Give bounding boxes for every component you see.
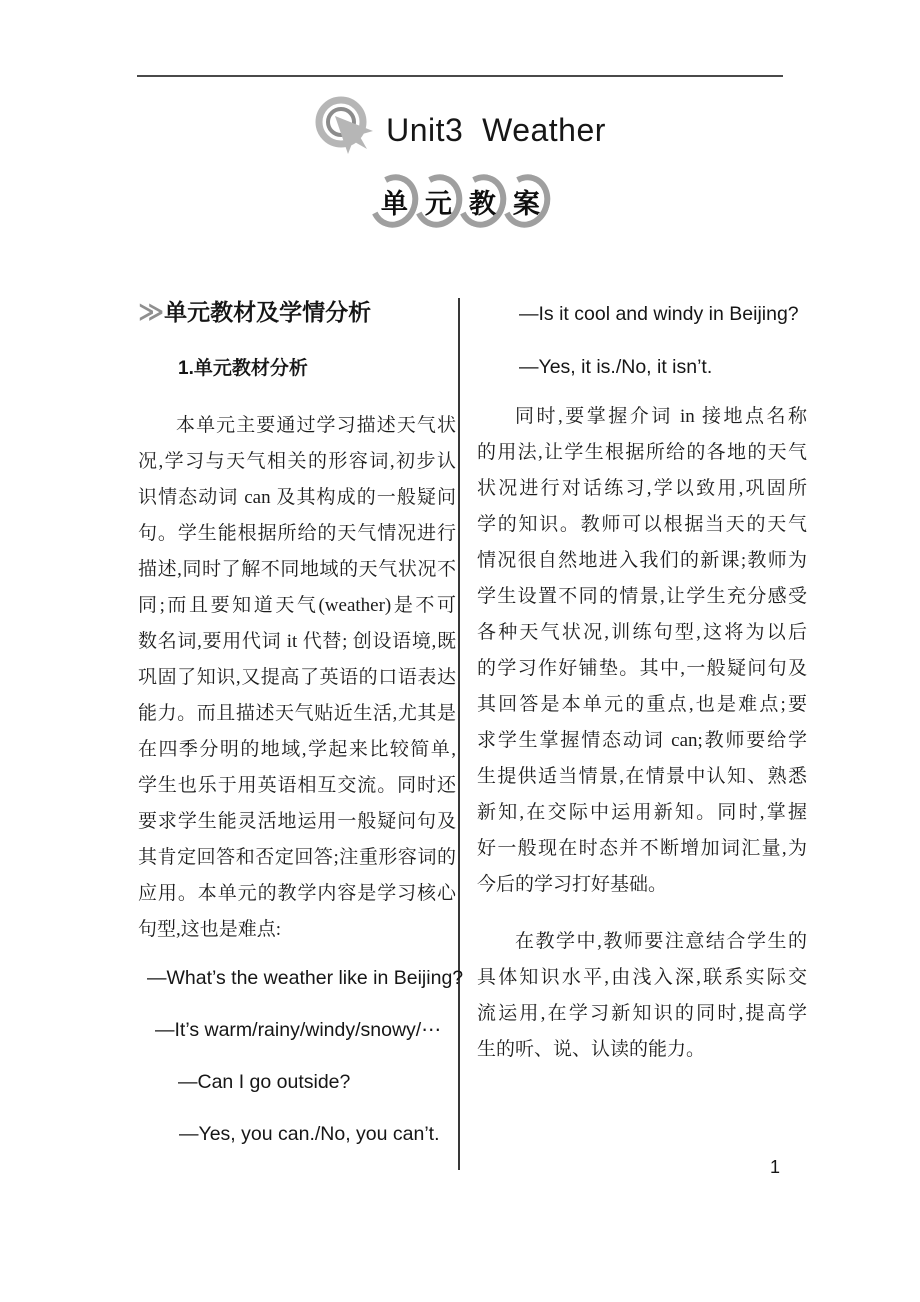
badge-char: 教 — [468, 188, 496, 219]
example-sentence: —What’s the weather like in Beijing? — [147, 967, 464, 989]
paragraph-line: 的用法,让学生根据所给的各地的天气 — [477, 442, 807, 463]
ring-cursor-icon — [314, 92, 378, 168]
example-sentence: —It’s warm/rainy/windy/snowy/⋯ — [155, 1019, 441, 1041]
paragraph-line: 情况很自然地进入我们的新课;教师为 — [477, 550, 807, 571]
paragraph-line: 学的知识。教师可以根据当天的天气 — [477, 514, 807, 535]
paragraph-line: 各种天气状况,训练句型,这将为以后 — [477, 622, 807, 643]
page-title: Unit3 Weather — [386, 111, 606, 148]
left-column — [138, 296, 464, 1146]
unit-plan-badge — [0, 174, 920, 228]
paragraph-line: 识情态动词 can 及其构成的一般疑问 — [138, 487, 456, 508]
analysis-paragraph — [138, 408, 456, 948]
paragraph-line: 况,学习与天气相关的形容词,初步认 — [138, 451, 456, 472]
paragraph-line: 能力。而且描述天气贴近生活,尤其是 — [138, 703, 456, 724]
top-rule-divider — [137, 75, 783, 77]
double-chevron-icon: ≫ — [138, 297, 162, 326]
section-heading-text: 单元教材及学情分析 — [164, 299, 372, 325]
example-sentence: —Can I go outside? — [178, 1071, 351, 1093]
subsection-heading: 1.单元教材分析 — [178, 358, 308, 379]
paragraph-line: 句型,这也是难点: — [138, 919, 282, 940]
example-sentence: —Is it cool and windy in Beijing? — [519, 303, 799, 325]
example-sentences-left — [138, 966, 464, 1146]
paragraph-line: 新知,在交际中运用新知。同时,掌握 — [477, 802, 807, 823]
paragraph-line: 生的听、说、认读的能力。 — [477, 1039, 706, 1060]
paragraph-line: 今后的学习打好基础。 — [477, 874, 668, 895]
paragraph-line: 好一般现在时态并不断增加词汇量,为 — [477, 838, 807, 859]
paragraph-line: 的学习作好铺垫。其中,一般疑问句及 — [477, 658, 807, 679]
paragraph-line: 巩固了知识,又提高了英语的口语表达 — [138, 667, 456, 688]
paragraph-line: 本单元主要通过学习描述天气状 — [176, 415, 456, 436]
badge-ring — [495, 168, 557, 234]
paragraph-line: 求学生掌握情态动词 can;教师要给学 — [477, 730, 807, 751]
teaching-paragraph-2 — [477, 924, 807, 1068]
paragraph-line: 其肯定回答和否定回答;注重形容词的 — [138, 847, 456, 868]
paragraph-line: 学生也乐于用英语相互交流。同时还 — [138, 775, 456, 796]
teaching-paragraph-1 — [477, 399, 807, 903]
paragraph-line: 数名词,要用代词 it 代替; 创设语境,既 — [138, 631, 456, 652]
paragraph-line: 具体知识水平,由浅入深,联系实际交 — [477, 967, 807, 988]
column-divider — [458, 298, 460, 1170]
example-sentence: —Yes, it is./No, it isn’t. — [519, 356, 713, 378]
paragraph-line: 应用。本单元的教学内容是学习核心 — [138, 883, 456, 904]
paragraph-line: 同;而且要知道天气(weather)是不可 — [138, 595, 456, 616]
paragraph-line: 学生设置不同的情景,让学生充分感受 — [477, 586, 807, 607]
paragraph-line: 其回答是本单元的重点,也是难点;要 — [477, 694, 807, 715]
example-sentence: —Yes, you can./No, you can’t. — [179, 1123, 440, 1145]
section-heading — [138, 296, 456, 328]
paragraph-line: 生提供适当情景,在情景中认知、熟悉 — [477, 766, 807, 787]
paragraph-line: 句。学生能根据所给的天气情况进行 — [138, 523, 456, 544]
title-row — [0, 92, 920, 168]
paragraph-line: 同时,要掌握介词 in 接地点名称 — [515, 406, 807, 427]
paragraph-line: 在教学中,教师要注意结合学生的 — [515, 931, 807, 952]
page-number: 1 — [770, 1157, 781, 1177]
badge-char: 案 — [512, 188, 540, 219]
badge-char: 元 — [424, 188, 452, 219]
example-sentences-right — [477, 302, 807, 379]
paragraph-line: 在四季分明的地域,学起来比较简单, — [138, 739, 456, 760]
paragraph-line: 描述,同时了解不同地域的天气状况不 — [138, 559, 456, 580]
paragraph-line: 状况进行对话练习,学以致用,巩固所 — [477, 478, 807, 499]
paragraph-line: 要求学生能灵活地运用一般疑问句及 — [138, 811, 456, 832]
badge-char: 单 — [380, 188, 408, 219]
paragraph-line: 流运用,在学习新知识的同时,提高学 — [477, 1003, 807, 1024]
right-column — [477, 296, 807, 1068]
